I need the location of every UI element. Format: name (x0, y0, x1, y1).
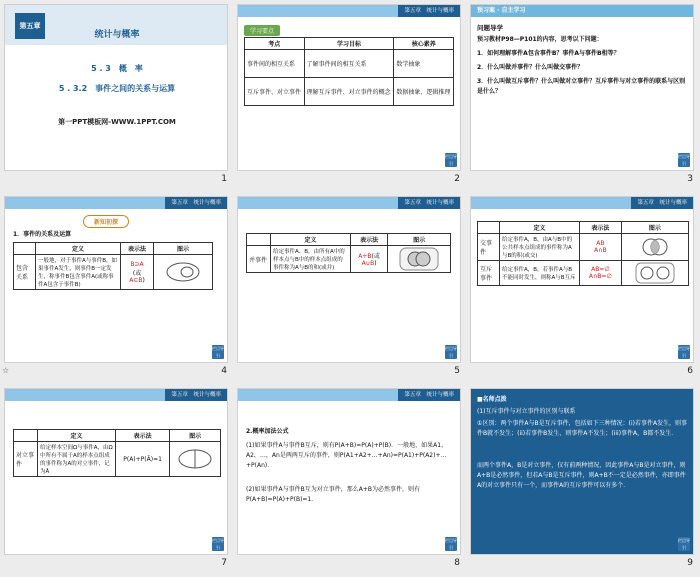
paragraph-1: ①区别：两个事件A与B是互斥事件，包括如下三种情况：(i)若事件A发生，则事件B就不发生；(ii)若事件B发生，则事件A不发生；(iii)事件A，B都不发生． (477, 420, 688, 437)
section-title: ■名师点拨 (477, 396, 507, 403)
header-cell: 考点 (245, 38, 305, 50)
header-cell (14, 430, 38, 442)
header-cell: 表示法 (121, 243, 154, 255)
thumbnail-7[interactable] (0, 384, 233, 576)
header-cell: 图示 (621, 222, 688, 234)
venn-diagram-icon (635, 236, 675, 258)
paragraph-2: 而两个事件A，B是对立事件，仅有前两种情况，因此事件A与B是对立事件，则A+B是必然事件，但若A与B是互斥事件，则A+B不一定是必然事件，亦即事件A的对立事件只有一个，而事件A的互斥事件可以有多个． (477, 462, 686, 489)
header-cell: 定义 (271, 234, 351, 246)
slide-9-canvas (470, 388, 694, 555)
slide-number: 7 (221, 558, 227, 568)
thumbnail-8[interactable] (233, 384, 466, 576)
table-cell: 数据抽象、逻辑推理 (394, 78, 454, 106)
header-label: 第五章 统计与概率 (398, 389, 460, 401)
header-cell: 定义 (38, 430, 116, 442)
representation-value: A∩B (594, 247, 607, 254)
representation-cell (580, 261, 622, 286)
row-label: 互斥事件 (478, 261, 500, 286)
representation-value: AB=∅ (591, 266, 610, 273)
back-button[interactable]: 栏目导引 (678, 154, 690, 166)
section-title: 2.概率加法公式 (246, 428, 289, 435)
relation-table (13, 242, 213, 290)
header-label: 第五章 统计与概率 (398, 197, 460, 209)
diagram-cell (621, 234, 688, 261)
venn-diagram-icon (165, 261, 201, 283)
header-cell: 图示 (170, 430, 221, 442)
header-cell (14, 243, 36, 255)
slide-2-canvas (237, 4, 461, 171)
learning-objectives-table (244, 37, 454, 106)
venn-diagram-icon (399, 247, 439, 271)
slide-header-bar (471, 5, 694, 17)
representation-cell (351, 246, 388, 273)
slide-8-canvas (237, 388, 461, 555)
chapter-badge: 第五章 (15, 13, 45, 39)
representation-value: P(A)+P(Ā)=1 (116, 442, 170, 477)
row-label: 并事件 (247, 246, 271, 273)
back-button[interactable]: 栏目导引 (445, 538, 457, 550)
representation-close: ) (374, 260, 377, 267)
slide-header-bar (471, 197, 693, 209)
venn-diagram-icon (177, 448, 213, 470)
back-button[interactable]: 栏目导引 (445, 154, 457, 166)
definition-cell: 给定事件A，B，若事件A与B不能同时发生，则称A与B互斥 (500, 261, 580, 286)
thumbnail-6[interactable] (466, 192, 699, 384)
table-row (14, 442, 221, 477)
table-row (245, 78, 454, 106)
slide-number: 5 (454, 366, 460, 376)
intersection-table (477, 221, 689, 286)
slide-number: 1 (221, 174, 227, 184)
representation-value: A∩B=∅ (588, 273, 612, 280)
representation-value: AB (596, 240, 605, 247)
slide-header-bar (5, 389, 227, 401)
thumbnail-4[interactable] (0, 192, 233, 384)
slide-number: 4 (221, 366, 227, 376)
table-row (14, 255, 213, 290)
table-cell: 了解事件间的相互关系 (304, 50, 394, 78)
representation-value: A⊆B (129, 276, 143, 284)
representation-value: A+B (358, 253, 372, 260)
question-2: 2．什么叫做并事件？什么叫做交事件？ (477, 64, 584, 71)
complement-table (13, 429, 221, 477)
thumbnail-5[interactable] (233, 192, 466, 384)
slide-number: 9 (687, 558, 693, 568)
back-button[interactable]: 栏目导引 (678, 346, 690, 358)
back-button[interactable]: 栏目导引 (212, 346, 224, 358)
slide-number: 2 (454, 174, 460, 184)
header-label: 第五章 统计与概率 (398, 5, 460, 17)
slide-number: 3 (687, 174, 693, 184)
table-cell: 数学抽象 (394, 50, 454, 78)
slide-3-canvas (470, 4, 694, 171)
header-cell: 图示 (154, 243, 213, 255)
representation-or: (或 (371, 253, 380, 260)
question-3: 3．什么叫做互斥事件？什么叫做对立事件？互斥事件与对立事件的联系与区别是什么？ (477, 78, 686, 95)
subsection-heading: 5 . 3.2 事件之间的关系与运算 (58, 84, 176, 93)
intro-text: 预习教材P98—P101的内容，思考以下问题： (477, 36, 603, 43)
slide-1-canvas (4, 4, 228, 171)
header-cell (478, 222, 500, 234)
header-cell (247, 234, 271, 246)
back-button[interactable]: 栏目导引 (678, 538, 690, 550)
question-1: 1．如何理解事件A包含事件B？事件A与事件B相等？ (477, 50, 620, 57)
representation-cell (580, 234, 622, 261)
badge: 新知初探 (83, 215, 129, 228)
union-table (246, 233, 451, 273)
chapter-title: 统计与概率 (94, 30, 140, 40)
header-label: 第五章 统计与概率 (631, 197, 693, 209)
row-label: 对立事件 (14, 442, 38, 477)
thumbnail-2[interactable] (233, 0, 466, 192)
footer-text: 第一PPT模板网-WWW.1PPT.COM (58, 118, 176, 126)
diagram-cell (388, 246, 451, 273)
representation-value: B⊇A (130, 260, 144, 268)
definition-cell: 给定事件A，B，由A与B中的公共样本点组成的事件称为A与B的积(或交) (500, 234, 580, 261)
section-title: 问题导学 (477, 24, 503, 32)
slide-number: 8 (454, 558, 460, 568)
subheading: (1)互斥事件与对立事件的区别与联系 (477, 408, 576, 415)
header-cell: 表示法 (580, 222, 622, 234)
banner-label: 预习案 · 自主学习 (477, 7, 526, 14)
representation-or: (或 (132, 269, 142, 277)
paragraph-2: (2)如果事件A与事件B互为对立事件，那么A+B为必然事件，则有P(A+B)=P(A)+P(B)=1． (246, 486, 420, 503)
section-heading: 5 . 3 概 率 (91, 64, 143, 73)
slide-header-bar (238, 5, 460, 17)
header-cell: 图示 (388, 234, 451, 246)
slide-6-canvas (470, 196, 694, 363)
star-icon: ☆ (2, 366, 10, 375)
table-row (245, 50, 454, 78)
table-row (247, 246, 451, 273)
table-row (478, 234, 689, 261)
slide-number: 6 (687, 366, 693, 376)
header-cell: 定义 (36, 243, 121, 255)
slide-7-canvas (4, 388, 228, 555)
definition-cell: 给定事件A、B，由所有A中的样本点与B中的样本点组成的事件称为A与B的和(或并) (271, 246, 351, 273)
diagram-cell (154, 255, 213, 290)
slide-4-canvas (4, 196, 228, 363)
back-button[interactable]: 栏目导引 (212, 538, 224, 550)
definition-cell: 给定样本空间Ω与事件A，由Ω中所有不属于A的样本点组成的事件称为A的对立事件，记为Ā (38, 442, 116, 477)
representation-cell (121, 255, 154, 290)
back-button[interactable]: 栏目导引 (445, 346, 457, 358)
paragraph-1: (1)如果事件A与事件B互斥，则有P(A+B)=P(A)+P(B)．一般地，如果A1，A2，…，An是两两互斥的事件，则P(A1+A2+…+An)=P(A1)+P(A2)+…+P(An)． (246, 442, 448, 469)
diagram-cell (621, 261, 688, 286)
thumbnail-1[interactable] (0, 0, 233, 192)
venn-diagram-icon (635, 262, 675, 284)
diagram-cell (170, 442, 221, 477)
row-label: 交事件 (478, 234, 500, 261)
header-cell: 定义 (500, 222, 580, 234)
slide-5-canvas (237, 196, 461, 363)
thumbnail-3[interactable] (466, 0, 699, 192)
header-cell: 核心素养 (394, 38, 454, 50)
header-cell: 学习目标 (304, 38, 394, 50)
representation-value: A∪B (361, 260, 375, 267)
header-cell: 表示法 (116, 430, 170, 442)
slide-header-bar (238, 389, 460, 401)
header-label: 第五章 统计与概率 (165, 389, 227, 401)
definition-cell: 一般地，对于事件A与事件B，如果事件A发生，则事件B一定发生，称事件B包含事件A(或称事件A包含于事件B) (36, 255, 121, 290)
header-cell: 表示法 (351, 234, 388, 246)
header-label: 第五章 统计与概率 (165, 197, 227, 209)
representation-close: ) (142, 276, 145, 284)
slide-header-bar (238, 197, 460, 209)
subtitle: 1．事件的关系及运算 (13, 231, 72, 238)
banner-label: 学习要点 (244, 25, 280, 36)
thumbnail-9[interactable] (466, 384, 699, 576)
table-cell: 互斥事件、对立事件 (245, 78, 305, 106)
table-cell: 事件间的相互关系 (245, 50, 305, 78)
table-row (478, 261, 689, 286)
slide-header-bar (5, 197, 227, 209)
row-label: 包含关系 (14, 255, 36, 290)
table-cell: 理解互斥事件、对立事件的概念 (304, 78, 394, 106)
